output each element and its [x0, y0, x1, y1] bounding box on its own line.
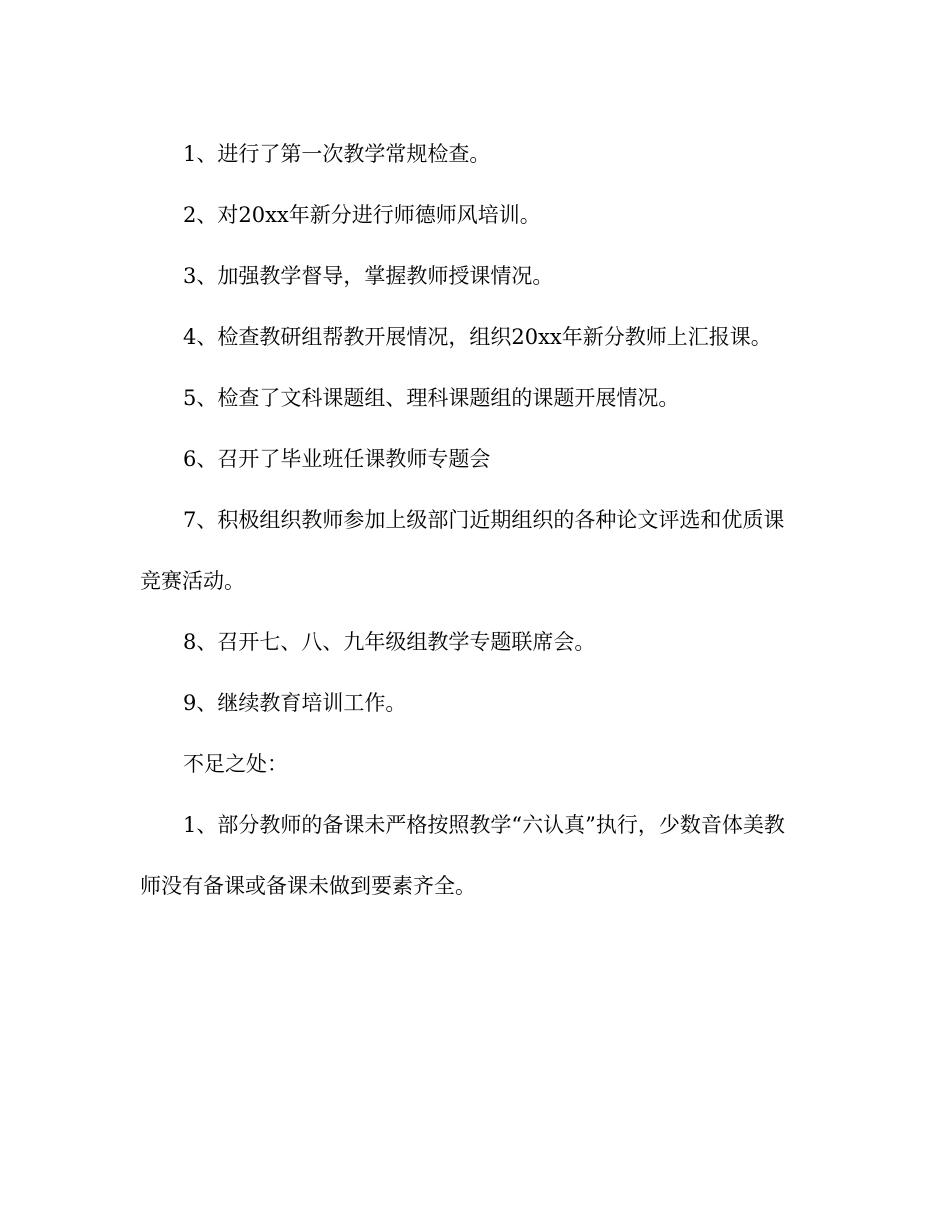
paragraph-8: 8、召开七、八、九年级组教学专题联席会。	[183, 630, 596, 654]
document-body	[140, 124, 805, 917]
paragraph-9: 9、继续教育培训工作。	[183, 691, 407, 715]
paragraph-3: 3、加强教学督导，掌握教师授课情况。	[183, 264, 554, 288]
paragraph-1: 1、进行了第一次教学常规检查。	[183, 142, 491, 166]
section-heading-shortcomings: 不足之处：	[183, 752, 288, 776]
paragraph-shortcoming-1: 1、部分教师的备课未严格按照教学“六认真”执行，少数音体美教师没有备课或备课未做到要素齐全。	[140, 813, 785, 898]
paragraph-6: 6、召开了毕业班任课教师专题会	[183, 447, 491, 471]
paragraph-5: 5、检查了文科课题组、理科课题组的课题开展情况。	[183, 386, 680, 410]
paragraph-2: 2、对20xx年新分进行师德师风培训。	[183, 203, 541, 227]
paragraph-7: 7、积极组织教师参加上级部门近期组织的各种论文评选和优质课竞赛活动。	[140, 508, 785, 593]
paragraph-4: 4、检查教研组帮教开展情况，组织20xx年新分教师上汇报课。	[183, 325, 772, 349]
